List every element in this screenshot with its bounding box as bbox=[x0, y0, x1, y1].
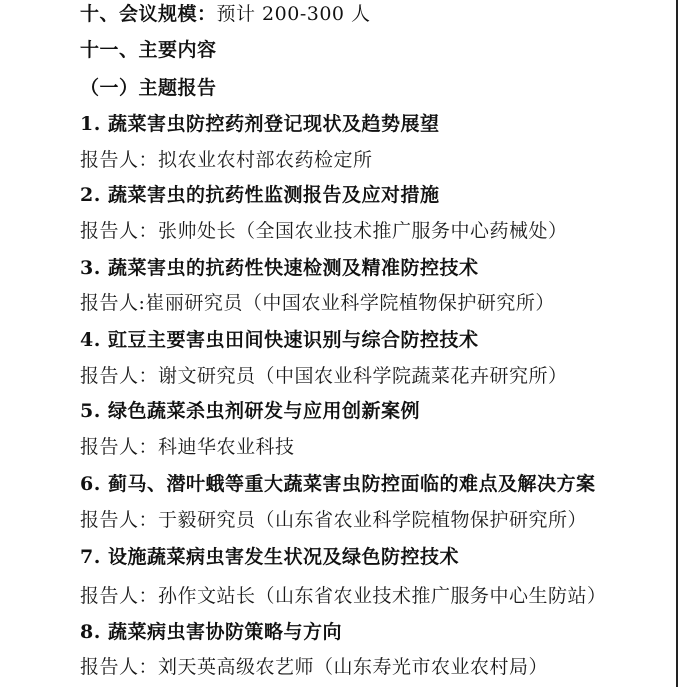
report-title-4: 4. 豇豆主要害虫田间快速识别与综合防控技术 bbox=[80, 329, 479, 351]
report-title-1: 1. 蔬菜害虫防控药剂登记现状及趋势展望 bbox=[80, 113, 440, 135]
report-reporter-5: 报告人：科迪华农业科技 bbox=[80, 436, 295, 458]
meeting-scale-line bbox=[80, 2, 371, 26]
report-reporter-8: 报告人：刘天英高级农艺师（山东寿光市农业农村局） bbox=[80, 656, 549, 678]
report-title-3: 3. 蔬菜害虫的抗药性快速检测及精准防控技术 bbox=[80, 257, 479, 279]
report-title-5: 5. 绿色蔬菜杀虫剂研发与应用创新案例 bbox=[80, 400, 420, 422]
report-reporter-1: 报告人：拟农业农村部农药检定所 bbox=[80, 149, 373, 171]
section-title: 十一、主要内容 bbox=[80, 39, 217, 61]
report-title-8: 8. 蔬菜病虫害协防策略与方向 bbox=[80, 621, 342, 643]
report-reporter-4: 报告人：谢文研究员（中国农业科学院蔬菜花卉研究所） bbox=[80, 365, 568, 387]
meeting-scale-value: 预计 200-300 人 bbox=[216, 3, 371, 25]
report-reporter-2: 报告人：张帅处长（全国农业技术推广服务中心药械处） bbox=[80, 220, 568, 242]
page-right-edge bbox=[676, 0, 678, 687]
report-title-7: 7. 设施蔬菜病虫害发生状况及绿色防控技术 bbox=[80, 546, 459, 568]
report-reporter-3: 报告人:崔丽研究员（中国农业科学院植物保护研究所） bbox=[80, 292, 555, 314]
report-title-6: 6. 蓟马、潜叶蛾等重大蔬菜害虫防控面临的难点及解决方案 bbox=[80, 473, 596, 495]
report-reporter-6: 报告人：于毅研究员（山东省农业科学院植物保护研究所） bbox=[80, 509, 588, 531]
subsection-title: （一）主题报告 bbox=[80, 77, 217, 99]
meeting-scale-label: 十、会议规模： bbox=[80, 3, 217, 25]
report-reporter-7: 报告人：孙作文站长（山东省农业技术推广服务中心生防站） bbox=[80, 585, 607, 607]
report-title-2: 2. 蔬菜害虫的抗药性监测报告及应对措施 bbox=[80, 184, 440, 206]
